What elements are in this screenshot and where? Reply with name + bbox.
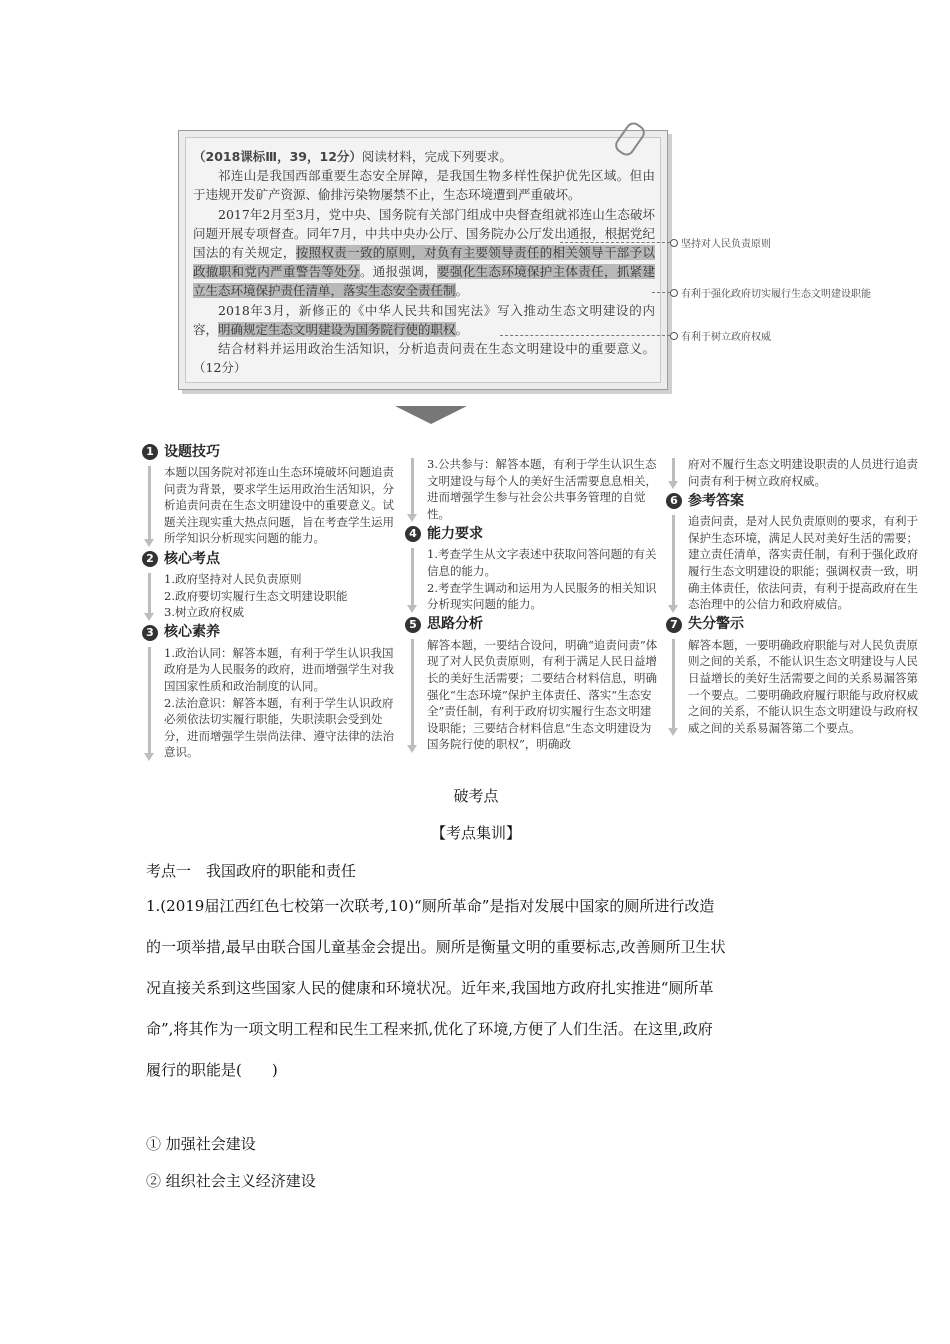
section-body-literacy-cont xyxy=(405,456,660,522)
material-question: 结合材料并运用政治生活知识，分析追责问责在生态文明建设中的重要意义。（12分） xyxy=(193,341,655,376)
ability-point: 1.考查学生从文字表述中获取问答问题的有关信息的能力。 xyxy=(427,547,657,578)
analysis-column-1 xyxy=(142,440,397,763)
option-1: ① 加强社会建设 xyxy=(146,1135,256,1153)
annotation-line-1 xyxy=(560,242,670,243)
subsection-title: 【考点集训】 xyxy=(430,824,521,842)
warning-text: 解答本题，一要明确政府职能与对人民负责原则之间的关系，不能认识生态文明建设与人民日益增长的美好生活需要之间的关系易漏答第一个要点。二要明确政府履行职能与政府权威之间的关系，不能认识生态文明建设与政府权威之间的关系易漏答第二个要点。 xyxy=(688,637,918,735)
analysis-column-2 xyxy=(405,440,660,755)
section-title: 参考答案 xyxy=(688,492,744,509)
p2-text-a: 2017年2月至3月，党中央、国务院有关部门组成中央督查组就祁连山生态破坏问题开展专项督查。同年7月，中共中央办公厅、国务院办公厅发出通报，根据党纪国法的有关规定， xyxy=(193,206,655,261)
section-body-answer xyxy=(666,513,921,613)
material-paragraph-3 xyxy=(193,301,655,339)
section-title: 核心素养 xyxy=(164,624,220,641)
down-arrow-icon xyxy=(395,406,467,424)
answer-text: 追责问责，是对人民负责原则的要求，有利于保护生态环境，满足人民对美好生活的需要；建立责任清单，落实责任制，有利于强化政府履行生态文明建设的职能；强调权责一致，明确主体责任，依法问责，有利于提高政府在生态治理中的公信力和政府威信。 xyxy=(688,514,918,612)
section-header-core-points xyxy=(142,549,397,569)
highlight-constitution: 明确规定生态文明建设为国务院行使的职权 xyxy=(218,321,456,337)
section-header-answer xyxy=(666,491,921,511)
annotation-dot-2 xyxy=(670,289,678,297)
annotation-3: 有利于树立政府权威 xyxy=(681,332,771,343)
section-body-warning xyxy=(666,637,921,737)
annotation-line-3 xyxy=(500,335,670,336)
material-paragraph-1: 祁连山是我国西部重要生态安全屏障，是我国生物多样性保护优先区域。但由于违规开发矿产资源、偷排污染物屡禁不止，生态环境遭到严重破坏。 xyxy=(193,168,655,203)
literacy-point: 3.公共参与：解答本题，有利于学生认识生态文明建设与每个人的美好生活需要息息相关，进而增强学生参与社会公共事务管理的自觉性。 xyxy=(427,457,657,521)
core-point: 2.政府要切实履行生态文明建设职能 xyxy=(164,588,348,603)
thinking-text: 解答本题，一要结合设问，明确“追责问责”体现了对人民负责原则，有利于满足人民日益增长的美好生活需要；二要结合材料信息，明确强化“生态环境”保护主体责任、落实“生态安全”责任制，有利于政府切实履行生态文明建设职能；三要结合材料信息“生态文明建设为国务院行使的职权”，明确政 xyxy=(427,637,658,752)
material-text xyxy=(193,147,655,377)
material-paragraph-2 xyxy=(193,205,655,301)
number-badge: 2 xyxy=(142,551,158,567)
p3-text-a: 2018年3月，新修正的《中华人民共和国宪法》写入推动生态文明建设的内容， xyxy=(193,302,655,337)
section-header-design xyxy=(142,442,397,462)
highlight-responsibility: 要强化生态环境保护主体责任，抓紧建立生态环境保护责任清单，落实生态安全责任制 xyxy=(193,264,655,299)
section-body-design xyxy=(142,464,397,547)
material-card xyxy=(178,130,668,390)
question-source: （2018课标Ⅲ，39，12分） xyxy=(193,149,362,164)
section-title: 破考点 xyxy=(453,787,499,805)
p3-text-b: 。 xyxy=(455,321,469,337)
section-body-thinking-cont xyxy=(666,456,921,489)
annotation-dot-3 xyxy=(670,332,678,340)
section-header-literacy xyxy=(142,623,397,643)
section-title: 设题技巧 xyxy=(164,443,220,460)
literacy-point: 1.政治认同：解答本题，有利于学生认识我国政府是为人民服务的政府，进而增强学生对我国国家性质和政治制度的认同。 xyxy=(164,645,394,693)
question-line-5: 履行的职能是( ) xyxy=(146,1061,278,1079)
question-line-2: 的一项举措,最早由联合国儿童基金会提出。厕所是衡量文明的重要标志,改善厕所卫生状 xyxy=(146,938,726,956)
section-body-literacy xyxy=(142,645,397,761)
thinking-text: 府对不履行生态文明建设职责的人员进行追责问责有利于树立政府权威。 xyxy=(688,457,918,488)
core-point: 3.树立政府权威 xyxy=(164,605,244,620)
section-body-core-points xyxy=(142,571,397,621)
section-title: 失分警示 xyxy=(688,616,744,633)
section-body-ability xyxy=(405,546,660,612)
question-intro: 阅读材料，完成下列要求。 xyxy=(361,149,512,164)
design-text: 本题以国务院对祁连山生态环境破坏问题追责问责为背景，要求学生运用政治生活知识，分析追责问责在生态文明建设中的重要意义。试题关注现实重大热点问题，旨在考查学生运用所学知识分析现实问题的能力。 xyxy=(164,465,394,546)
annotation-dot-1 xyxy=(670,239,678,247)
number-badge: 7 xyxy=(666,617,682,633)
number-badge: 4 xyxy=(405,526,421,542)
question-line-3: 况直接关系到这些国家人民的健康和环境状况。近年来,我国地方政府扎实推进“厕所革 xyxy=(146,979,714,997)
number-badge: 3 xyxy=(142,625,158,641)
option-2: ② 组织社会主义经济建设 xyxy=(146,1172,316,1190)
section-header-warning xyxy=(666,615,921,635)
annotation-2: 有利于强化政府切实履行生态文明建设职能 xyxy=(681,289,871,300)
p2-text-c: 。 xyxy=(455,283,469,299)
p2-text-b: 。通报强调， xyxy=(359,264,438,280)
highlight-accountability: 按照权责一致的原则，对负有主要领导责任的相关领导干部予以政撤职和党内严重警告等处分 xyxy=(193,245,655,280)
number-badge: 5 xyxy=(405,617,421,633)
question-line-4: 命”,将其作为一项文明工程和民生工程来抓,优化了环境,方便了人们生活。在这里,政府 xyxy=(146,1020,713,1038)
section-title: 思路分析 xyxy=(427,616,483,633)
section-title: 核心考点 xyxy=(164,550,220,567)
annotation-1: 坚持对人民负责原则 xyxy=(681,239,771,250)
ability-point: 2.考查学生调动和运用为人民服务的相关知识分析现实问题的能力。 xyxy=(427,580,657,612)
section-title: 能力要求 xyxy=(427,526,483,543)
literacy-point: 2.法治意识：解答本题，有利于学生认识政府必须依法切实履行职能，失职渎职会受到处分，进而增强学生崇尚法律、遵守法律的法治意识。 xyxy=(164,695,394,760)
question-line-1: 1.(2019届江西红色七校第一次联考,10)“厕所革命”是指对发展中国家的厕所进行改造 xyxy=(146,897,715,915)
annotation-line-2 xyxy=(652,292,670,293)
analysis-column-3 xyxy=(666,440,921,738)
number-badge: 1 xyxy=(142,444,158,460)
section-header-ability xyxy=(405,524,660,544)
number-badge: 6 xyxy=(666,493,682,509)
core-point: 1.政府坚持对人民负责原则 xyxy=(164,571,302,586)
section-body-thinking xyxy=(405,637,660,753)
section-header-thinking xyxy=(405,615,660,635)
topic-heading: 考点一 我国政府的职能和责任 xyxy=(146,862,357,880)
